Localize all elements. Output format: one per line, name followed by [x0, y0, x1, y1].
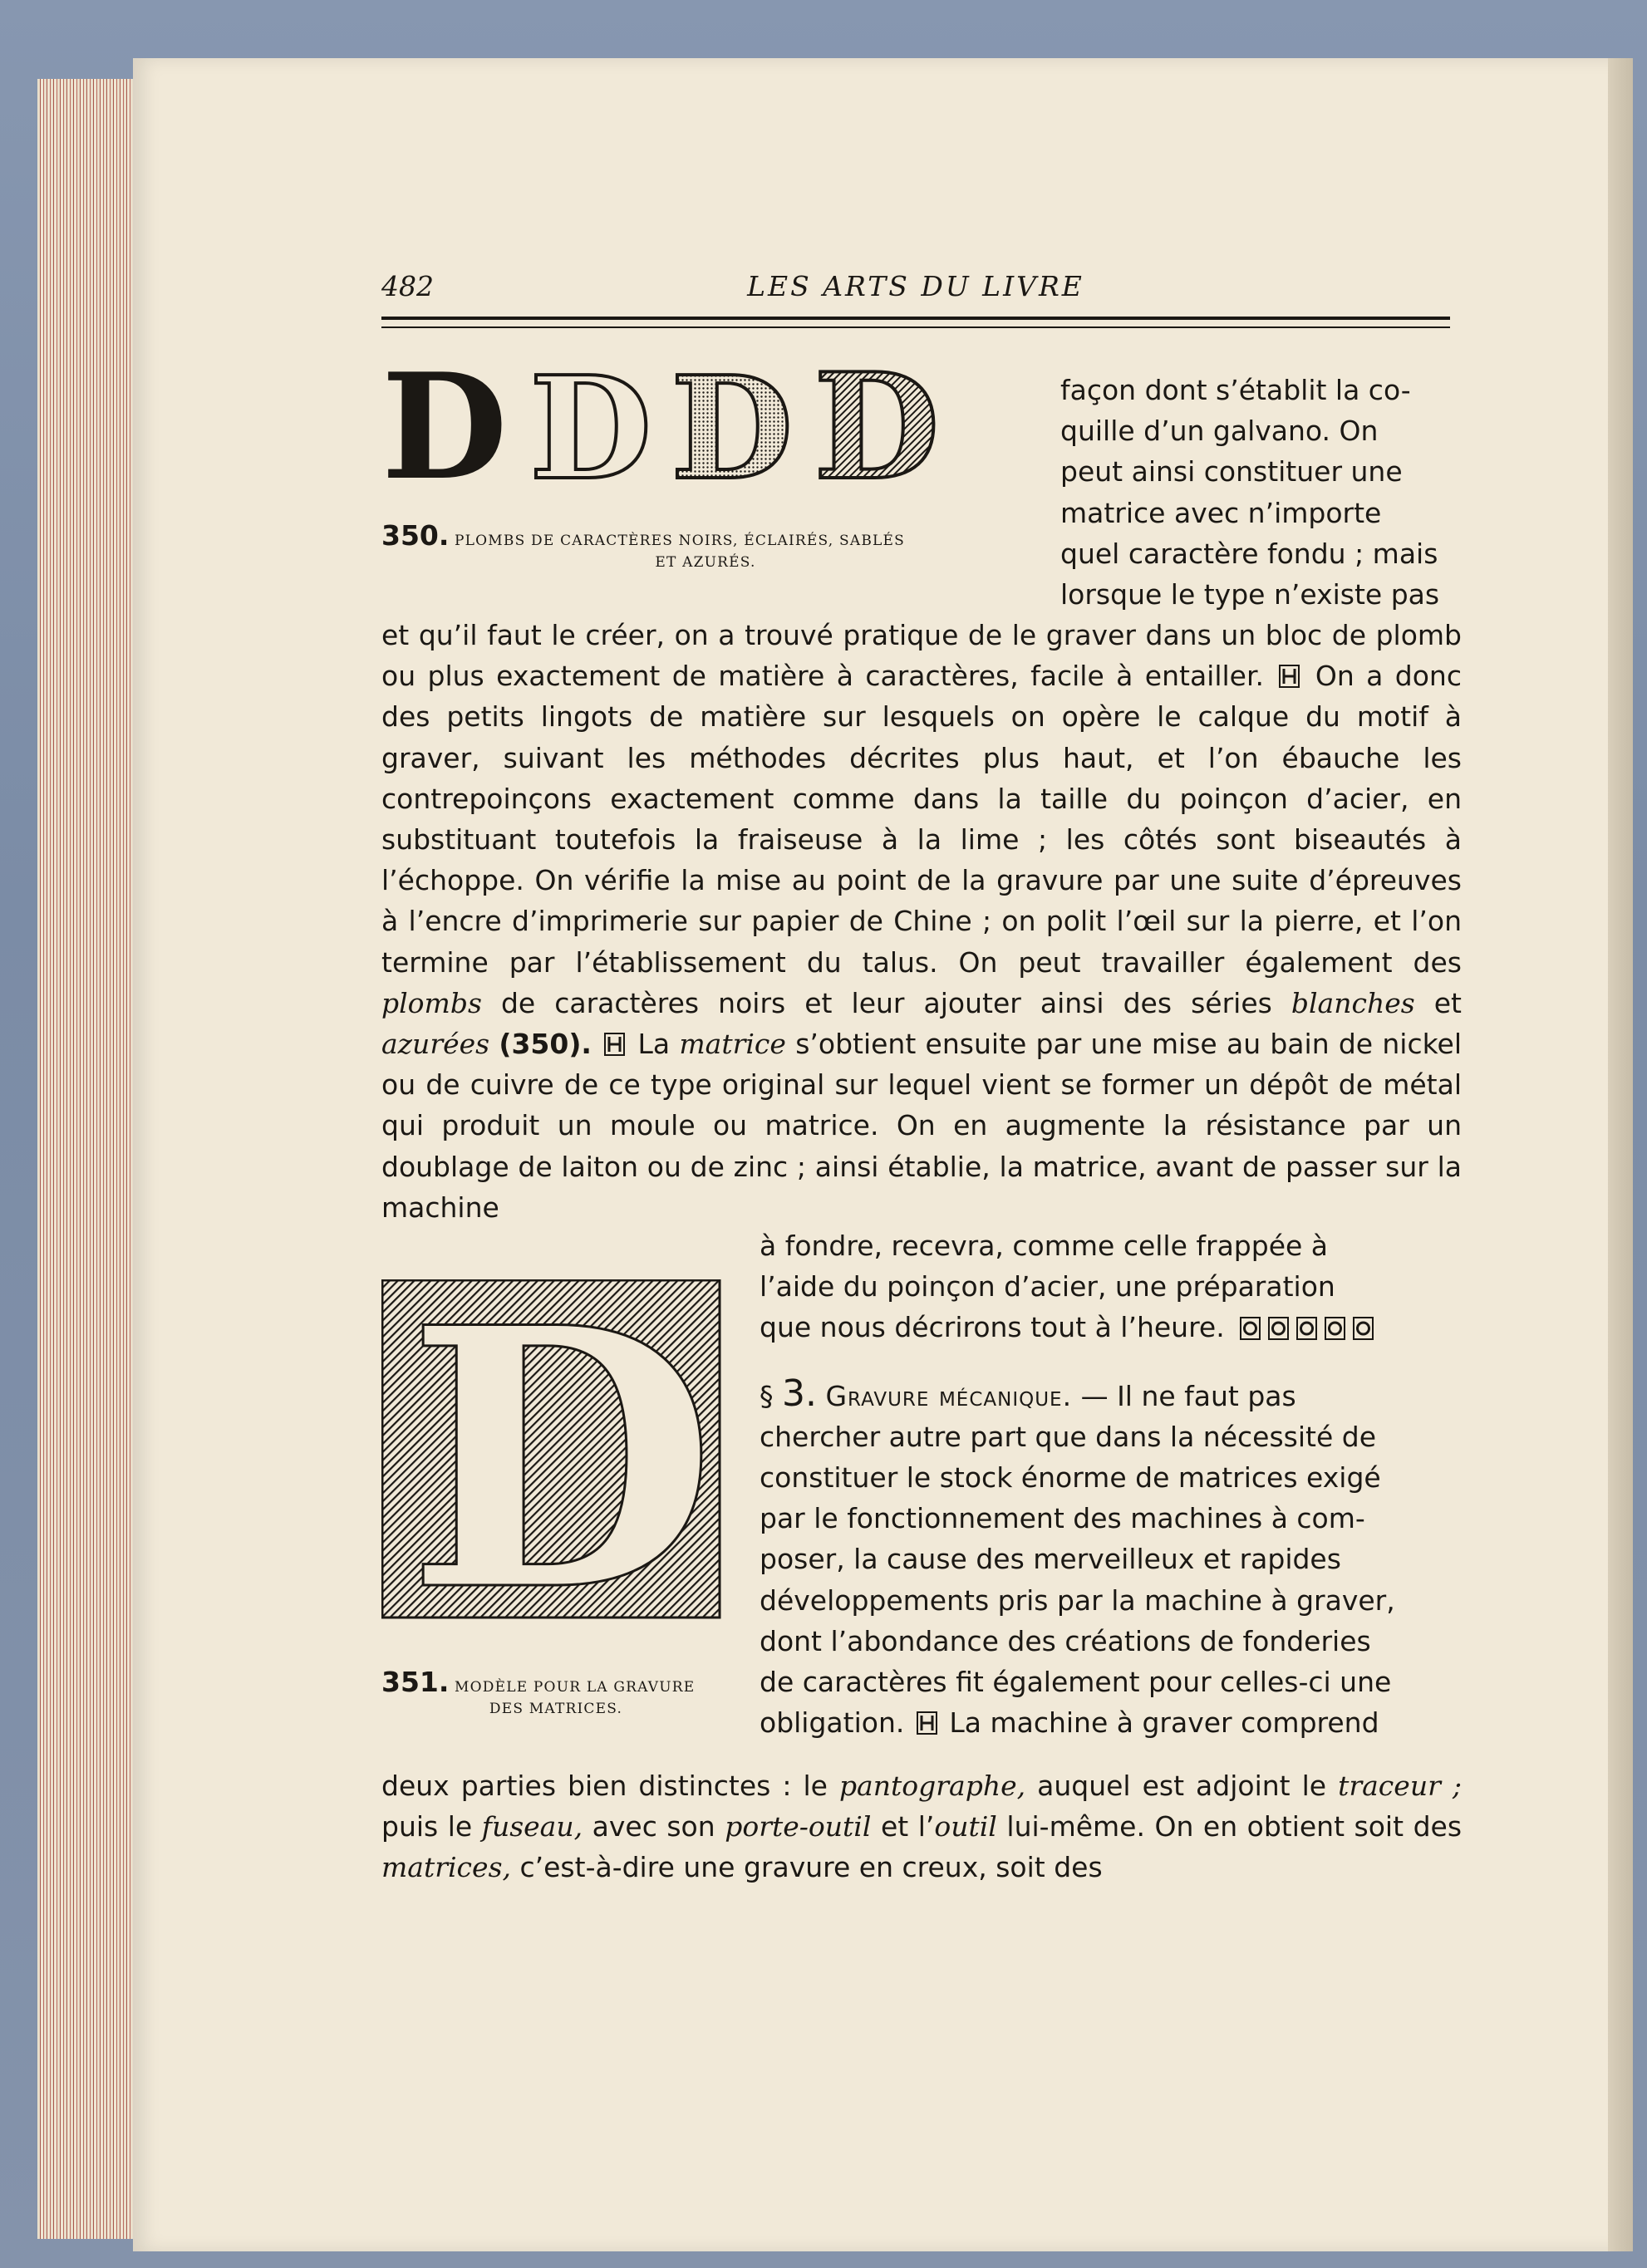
paragraph-text: On a donc des petits lingots de matière sur lesquels on opère le calque du motif à graver, suivant les méthodes décrites plus haut, et l’on ébauche les contrepoinçons exactement comme dans la taille du poinçon d’acier, en substituant toutefois la fraiseuse à la lime ; les côtés sont biseautés à l’échoppe. On vérifie la mise au point de la gravure par une suite d’épreuves à l’encre d’imprimerie sur papier de Chine ; on polit l’œil sur la pierre, et l’on termine par l’établissement du talus. On peut travailler également des	[381, 660, 1462, 979]
figure-351-letter: D	[406, 1279, 716, 1620]
ornament-row	[1240, 1317, 1374, 1340]
paragraph-text: et l’	[880, 1810, 935, 1843]
paragraph-text: lui-même. On en obtient soit des	[1006, 1810, 1463, 1843]
figure-350-caption-line2: ET AZURÉS.	[655, 554, 756, 571]
figure-351-caption-line2: DES MATRICES.	[489, 1701, 623, 1717]
text-line: façon dont s’établit la co-	[1060, 374, 1411, 406]
figure-351-image	[381, 1279, 722, 1620]
term-matrices: matrices,	[381, 1851, 511, 1884]
term-matrice: matrice	[679, 1028, 786, 1061]
paragraph-text: c’est-à-dire une gravure en creux, soit des	[519, 1851, 1103, 1884]
top-right-column	[1060, 370, 1462, 615]
paragraph-text: deux parties bien distinctes : le	[381, 1770, 828, 1802]
paragraph-text: La	[637, 1028, 671, 1061]
text-line: à fondre, recevra, comme celle frappée à	[760, 1230, 1329, 1262]
section-dash: —	[1080, 1379, 1109, 1412]
ornament-icon	[1353, 1317, 1374, 1340]
letter-d-azure: D	[814, 366, 940, 490]
text-line: lorsque le type n’existe pas	[1060, 578, 1440, 611]
text-line: poser, la cause des merveilleux et rapides	[760, 1543, 1341, 1576]
figure-350-number: 350.	[381, 519, 450, 552]
text-line: quille d’un galvano. On	[1060, 415, 1379, 448]
paragraph-main	[381, 615, 1462, 1228]
header-rule-thick	[381, 317, 1450, 320]
text-line: de caractères fit également pour celles-ci une	[760, 1666, 1392, 1699]
figure-reference: (350).	[499, 1028, 592, 1061]
text-line: développements pris par la machine à graver,	[760, 1583, 1395, 1617]
paragraph-text: auquel est adjoint le	[1037, 1770, 1327, 1802]
ornament-icon	[1268, 1317, 1289, 1340]
term-fuseau: fuseau,	[481, 1810, 583, 1843]
paragraph-text: et	[1433, 986, 1462, 1019]
figure-351-caption-line1: MODÈLE POUR LA GRAVURE	[455, 1679, 696, 1696]
ornament-icon	[1240, 1317, 1261, 1340]
text-line	[760, 1307, 1462, 1348]
paragraph-text: s’obtient ensuite par une mise au bain de nickel ou de cuivre de ce type original sur lequel vient se former un dépôt de métal qui produit un moule ou matrice. On en augmente la résistance par un doublage de laiton ou de zinc ; ainsi établie, la matrice, avant de passer sur la machine	[381, 1028, 1462, 1224]
figure-351-caption-2	[381, 1701, 730, 1717]
term-azurees: azurées	[381, 1028, 490, 1061]
paragraph-text: et qu’il faut le créer, on a trouvé pratique de le graver dans un bloc de plomb ou plus exactement de matière à caractères, facile à entailler.	[381, 619, 1462, 693]
text-line: dont l’abondance des créations de fonderies	[760, 1624, 1371, 1657]
ornament-icon	[1325, 1317, 1345, 1340]
text-line: chercher autre part que dans la nécessité de	[760, 1420, 1377, 1453]
term-blanches: blanches	[1291, 986, 1415, 1019]
section-title: Gravure mécanique.	[825, 1379, 1073, 1412]
letter-d-noir: D	[381, 366, 508, 490]
page-header	[381, 270, 1450, 312]
paragraph-final	[381, 1765, 1462, 1888]
term-porte-outil: porte-outil	[725, 1810, 872, 1843]
page-right-edge	[1608, 58, 1633, 2251]
figure-351-caption	[381, 1666, 730, 1698]
text-line: matrice avec n’importe	[1060, 496, 1382, 529]
figure-350-caption	[381, 519, 1030, 552]
text-line: l’aide du poinçon d’acier, une préparation	[760, 1270, 1335, 1303]
term-pantographe: pantographe,	[838, 1770, 1026, 1802]
term-plombs: plombs	[381, 986, 482, 1019]
figure-350-letters	[381, 366, 1030, 490]
text-line: Il ne faut pas	[1117, 1379, 1296, 1412]
text-line-start: obligation.	[760, 1706, 905, 1740]
fleuron-icon	[1279, 665, 1300, 688]
fleuron-icon	[917, 1711, 937, 1735]
header-rule-thin	[381, 326, 1450, 328]
text-line: peut ainsi constituer une	[1060, 455, 1403, 488]
paragraph-text: puis le	[381, 1810, 473, 1843]
letter-d-sable: D	[671, 366, 794, 490]
paragraph-text: avec son	[592, 1810, 715, 1843]
section-heading	[760, 1373, 1462, 1416]
figure-350-caption-line1: PLOMBS DE CARACTÈRES NOIRS, ÉCLAIRÉS, SABLÉS	[455, 533, 905, 549]
fleuron-icon	[604, 1033, 625, 1056]
text-line	[760, 1702, 1462, 1743]
text-line: par le fonctionnement des machines à com-	[760, 1502, 1365, 1535]
figure-351-number: 351.	[381, 1666, 450, 1698]
figure-350-caption-2	[381, 554, 1030, 571]
section-mark-icon: §	[760, 1379, 774, 1412]
ornament-icon	[1296, 1317, 1317, 1340]
middle-right-column	[760, 1225, 1462, 1743]
spacer	[760, 1348, 1462, 1373]
term-outil: outil	[934, 1810, 997, 1843]
running-title: LES ARTS DU LIVRE	[747, 270, 1084, 302]
text-line: constituer le stock énorme de matrices exigé	[760, 1461, 1381, 1495]
text-line-end: que nous décrirons tout à l’heure.	[760, 1311, 1225, 1344]
text-line: quel caractère fondu ; mais	[1060, 537, 1438, 570]
page-number: 482	[381, 270, 434, 302]
text-line-end: La machine à graver comprend	[949, 1706, 1379, 1740]
paragraph-text: de caractères noirs et leur ajouter ainsi des séries	[500, 986, 1272, 1019]
letter-d-eclaire: D	[529, 366, 652, 490]
term-traceur: traceur ;	[1338, 1770, 1462, 1802]
section-number: 3.	[782, 1372, 817, 1415]
